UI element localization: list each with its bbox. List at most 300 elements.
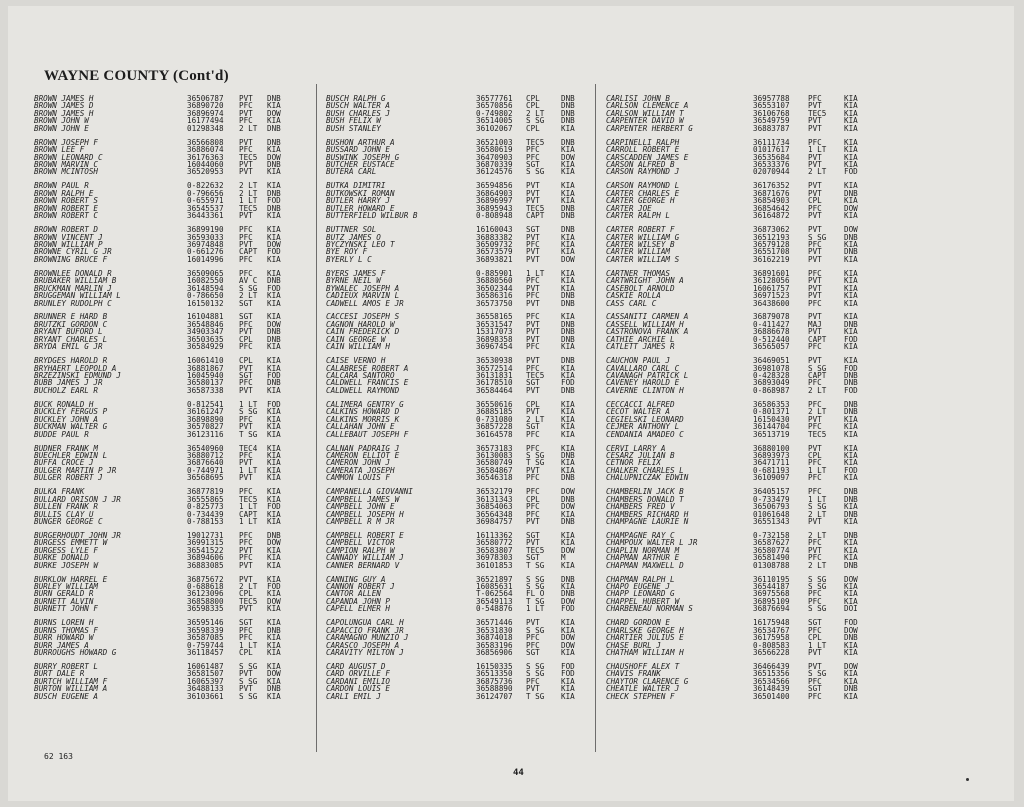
status: KIA bbox=[844, 516, 858, 526]
rank: PFC bbox=[526, 676, 540, 686]
rank: 2 LT bbox=[808, 385, 827, 395]
rank: CPL bbox=[526, 399, 540, 409]
name: CAIN FREDERICK D bbox=[326, 327, 400, 337]
serial-number: 36466439 bbox=[753, 661, 790, 671]
name: CARLSON CLEMENCE A bbox=[606, 101, 689, 111]
serial-number: 36124576 bbox=[476, 167, 513, 177]
name: CAUCHON PAUL J bbox=[606, 356, 671, 366]
serial-number: 36509065 bbox=[187, 268, 224, 278]
name: BURNS LOREN H bbox=[34, 618, 94, 628]
serial-number: 36549113 bbox=[476, 596, 513, 606]
rank: PFC bbox=[526, 152, 540, 162]
rank: 2 LT bbox=[526, 414, 545, 424]
serial-number: 0-868987 bbox=[753, 385, 790, 395]
rank: PVT bbox=[808, 356, 822, 366]
serial-number: 36991315 bbox=[187, 538, 224, 548]
rank: SGT bbox=[808, 618, 822, 628]
name: CADIEUX MARVIN L bbox=[326, 291, 400, 301]
name: CARSON RAYMOND J bbox=[606, 167, 680, 177]
serial-number: 36565057 bbox=[753, 342, 790, 352]
rank: PFC bbox=[808, 473, 822, 483]
rank: PVT bbox=[526, 385, 540, 395]
rank: T SG bbox=[239, 429, 258, 439]
status: KIA bbox=[267, 589, 281, 599]
name: CHALUPNICZAK EDWIN bbox=[606, 473, 689, 483]
status: DNB bbox=[844, 560, 858, 570]
serial-number: 36548846 bbox=[187, 319, 224, 329]
status: FOD bbox=[844, 334, 858, 344]
serial-number: 36131831 bbox=[476, 371, 513, 380]
status: KIA bbox=[844, 422, 858, 432]
serial-number: 36967454 bbox=[476, 342, 513, 352]
name: CERVI LARRY A bbox=[606, 443, 666, 453]
status: KIA bbox=[561, 458, 575, 468]
rank: S SG bbox=[526, 167, 545, 177]
status: KIA bbox=[561, 283, 575, 293]
name: BURT DALE R bbox=[34, 669, 85, 679]
status: DNB bbox=[267, 160, 281, 169]
serial-number: 36568695 bbox=[187, 473, 224, 483]
serial-number: 36128056 bbox=[753, 276, 790, 286]
rank: PVT bbox=[808, 123, 822, 133]
rank: TEC5 bbox=[526, 545, 545, 555]
name: CAVANAGH PATRICK L bbox=[606, 371, 689, 380]
name: CEJMER ANTHONY L bbox=[606, 422, 680, 432]
name: BROWN RALPH E bbox=[34, 188, 94, 198]
rank: S SG bbox=[808, 582, 827, 591]
name: BRYHAERT LEOPOLD A bbox=[34, 363, 117, 373]
status: KIA bbox=[267, 516, 281, 526]
rank: PFC bbox=[526, 363, 540, 373]
rank: S SG bbox=[526, 582, 545, 591]
name: CASS CARL C bbox=[606, 298, 657, 308]
name: CAPOLUNGUA CARL H bbox=[326, 618, 404, 628]
status: DOW bbox=[561, 254, 575, 264]
name: CARD AUGUST D bbox=[326, 661, 386, 671]
name: BROWN MCINTOSH bbox=[34, 167, 99, 177]
status: KIA bbox=[561, 465, 575, 475]
rank: PVT bbox=[239, 327, 253, 337]
status: DNB bbox=[561, 494, 575, 504]
status: DNB bbox=[561, 327, 575, 337]
status: DNB bbox=[561, 473, 575, 483]
serial-number: 36545537 bbox=[187, 203, 224, 213]
rank: PFC bbox=[526, 473, 540, 483]
rank: PVT bbox=[526, 407, 540, 417]
name: CALLEBAUT JOSEPH F bbox=[326, 429, 409, 439]
serial-number: 36894606 bbox=[187, 553, 224, 563]
serial-number: 36858800 bbox=[187, 596, 224, 606]
name: BURNETT ALVIN bbox=[34, 596, 94, 606]
name: BUSH FELIX W bbox=[326, 116, 381, 126]
name: BUTKOWSKI ROMAN bbox=[326, 188, 395, 198]
name: BULKA FRANK bbox=[34, 487, 85, 497]
name: BROWNING BRUCE F bbox=[34, 254, 108, 264]
name: CHAMBERS FRED V bbox=[606, 502, 675, 512]
status: KIA bbox=[844, 276, 858, 286]
rank: 1 LT bbox=[808, 465, 827, 475]
name: BROWN WILLIAM P bbox=[34, 239, 103, 249]
status: KIA bbox=[561, 160, 575, 169]
status: DOI bbox=[844, 604, 858, 614]
status: KIA bbox=[561, 123, 575, 133]
name: CALLAHAN JOHN E bbox=[326, 422, 395, 432]
status: KIA bbox=[844, 312, 858, 322]
serial-number: 36162219 bbox=[753, 254, 790, 264]
rank: CPL bbox=[526, 494, 540, 504]
name: BRYDGES HAROLD R bbox=[34, 356, 108, 366]
status: FOD bbox=[267, 582, 281, 591]
status: DNB bbox=[267, 137, 281, 147]
serial-number: 16085631 bbox=[476, 582, 513, 591]
status: KIA bbox=[561, 239, 575, 249]
status: KIA bbox=[844, 458, 858, 468]
rank: SGT bbox=[239, 298, 253, 308]
name: BUTLER HARRY J bbox=[326, 196, 391, 206]
status: KIA bbox=[267, 101, 281, 111]
rank: PVT bbox=[808, 661, 822, 671]
name: CARTNER THOMAS bbox=[606, 268, 671, 278]
name: CALKINS MORRIS K bbox=[326, 414, 400, 424]
rank: PFC bbox=[239, 145, 253, 155]
status: KIA bbox=[561, 276, 575, 286]
status: KIA bbox=[267, 167, 281, 177]
rank: PVT bbox=[526, 327, 540, 337]
rank: PVT bbox=[808, 276, 822, 286]
rank: PVT bbox=[808, 648, 822, 657]
serial-number: 36546318 bbox=[476, 473, 513, 483]
serial-number: 36974848 bbox=[187, 239, 224, 249]
status: DNB bbox=[267, 327, 281, 337]
rank: FL O bbox=[526, 589, 545, 599]
rank: 1 LT bbox=[808, 494, 827, 504]
name: CARPINELLI RALPH bbox=[606, 137, 680, 147]
status: KIA bbox=[561, 312, 575, 322]
serial-number: 36533376 bbox=[753, 160, 790, 169]
name: CHEATLE WALTER J bbox=[606, 684, 680, 694]
name: BROWN JOHN W bbox=[34, 116, 89, 126]
name: CHAMBERS RICHARD H bbox=[606, 509, 689, 519]
rank: PFC bbox=[808, 399, 822, 409]
name: BUTZ JAMES O bbox=[326, 232, 381, 242]
rank: PFC bbox=[239, 450, 253, 460]
name: CHAPMAN RALPH L bbox=[606, 574, 675, 584]
rank: S SG bbox=[239, 676, 258, 686]
status: FOD bbox=[561, 661, 575, 671]
rank: 1 LT bbox=[808, 640, 827, 650]
name: CAPACCIO FRANK JR bbox=[326, 625, 404, 635]
status: DNB bbox=[561, 385, 575, 395]
status: DOW bbox=[844, 574, 858, 584]
name: BRYDA EMIL G JR bbox=[34, 342, 103, 352]
name: BUTTNER SOL bbox=[326, 225, 377, 235]
serial-number: 36130083 bbox=[476, 450, 513, 460]
rank: 2 LT bbox=[239, 582, 258, 591]
name: BUSH CHARLES J bbox=[326, 108, 391, 118]
status: KIA bbox=[267, 676, 281, 686]
serial-number: 36584464 bbox=[476, 385, 513, 395]
rank: PFC bbox=[239, 225, 253, 235]
rank: 1 LT bbox=[239, 465, 258, 475]
name: CHARBENEAU NORMAN S bbox=[606, 604, 693, 614]
status: KIA bbox=[844, 145, 858, 155]
rank: CAPT bbox=[808, 334, 827, 344]
name: CHAPMAN ARTHUR E bbox=[606, 553, 680, 563]
rank: PFC bbox=[526, 487, 540, 497]
serial-number: 36593033 bbox=[187, 232, 224, 242]
name: CAMERATA JOSEPH bbox=[326, 465, 395, 475]
serial-number: 16104881 bbox=[187, 312, 224, 322]
name: BYE ROY F bbox=[326, 247, 368, 257]
serial-number: 36513719 bbox=[753, 429, 790, 439]
status: DOW bbox=[267, 669, 281, 679]
name: CALABRESE ROBERT A bbox=[326, 363, 409, 373]
serial-number: 36405157 bbox=[753, 487, 790, 497]
serial-number: 0-681193 bbox=[753, 465, 790, 475]
status: DOW bbox=[844, 225, 858, 235]
serial-number: 36883382 bbox=[476, 232, 513, 242]
rank: PFC bbox=[526, 276, 540, 286]
status: KIA bbox=[267, 648, 281, 657]
name: CHAMPAGNE RAY C bbox=[606, 530, 675, 540]
status: KIA bbox=[561, 691, 575, 701]
rank: PVT bbox=[526, 254, 540, 264]
name: CAMPBELL VICTOR bbox=[326, 538, 395, 548]
status: KIA bbox=[844, 123, 858, 133]
status: KIA bbox=[267, 458, 281, 468]
rank: 2 LT bbox=[808, 407, 827, 417]
status: DNB bbox=[561, 574, 575, 584]
rank: T SG bbox=[526, 596, 545, 606]
name: CAIN WILLIAM H bbox=[326, 342, 391, 352]
rank: PFC bbox=[526, 443, 540, 453]
name: CARTER WILLIAM bbox=[606, 247, 671, 257]
name: BROWNLEE DONALD R bbox=[34, 268, 112, 278]
name: BUTKA DIMITRI bbox=[326, 181, 386, 191]
rank: PVT bbox=[526, 465, 540, 475]
status: KIA bbox=[561, 414, 575, 424]
name: CARTER GEORGE H bbox=[606, 196, 675, 206]
status: DOW bbox=[561, 596, 575, 606]
name: CHAUSHOFF ALEX T bbox=[606, 661, 680, 671]
status: DOW bbox=[267, 538, 281, 548]
serial-number: 36583807 bbox=[476, 545, 513, 555]
status: KIA bbox=[267, 560, 281, 570]
serial-number: 16061410 bbox=[187, 356, 224, 366]
status: KIA bbox=[844, 545, 858, 555]
serial-number: 36854642 bbox=[753, 203, 790, 213]
serial-number: 36566228 bbox=[753, 648, 790, 657]
status: DNB bbox=[561, 589, 575, 599]
rank: 1 LT bbox=[526, 268, 545, 278]
serial-number: 36531547 bbox=[476, 319, 513, 329]
rank: S SG bbox=[239, 407, 258, 417]
name: BURKLOW HARREL E bbox=[34, 574, 108, 584]
name: CALCARA SANTORO bbox=[326, 371, 395, 380]
name: CAMERON ELLIOT E bbox=[326, 450, 400, 460]
name: BROWNE CYRIL G JR bbox=[34, 247, 112, 257]
rank: 1 LT bbox=[239, 516, 258, 526]
name: CALDWELL FRANCIS E bbox=[326, 378, 409, 388]
status: KIA bbox=[844, 502, 858, 512]
name: BUSHON ARTHUR A bbox=[326, 137, 395, 147]
serial-number: 36573750 bbox=[476, 298, 513, 308]
serial-number: 36549759 bbox=[753, 116, 790, 126]
rank: CPL bbox=[239, 334, 253, 344]
status: KIA bbox=[561, 232, 575, 242]
serial-number: 0-825773 bbox=[187, 502, 224, 512]
serial-number: 0-655971 bbox=[187, 196, 224, 206]
name: CAPANDA JOHN P bbox=[326, 596, 391, 606]
rank: PFC bbox=[808, 553, 822, 563]
rank: CAPT bbox=[526, 211, 545, 221]
name: CANNADY WILLIAM J bbox=[326, 553, 404, 563]
serial-number: 36587085 bbox=[187, 633, 224, 643]
rank: 2 LT bbox=[808, 530, 827, 540]
name: BRUBAKER WILLIAM B bbox=[34, 276, 117, 286]
rank: PFC bbox=[808, 691, 822, 701]
status: KIA bbox=[561, 684, 575, 694]
serial-number: 36584929 bbox=[187, 342, 224, 352]
status: KIA bbox=[267, 443, 281, 453]
serial-number: 36571446 bbox=[476, 618, 513, 628]
rank: PFC bbox=[239, 487, 253, 497]
name: BUTTERFIELD WILBUR B bbox=[326, 211, 418, 221]
status: KIA bbox=[844, 553, 858, 563]
status: KIA bbox=[267, 429, 281, 439]
rank: PFC bbox=[526, 239, 540, 249]
serial-number: 36854063 bbox=[476, 502, 513, 512]
rank: SGT bbox=[239, 312, 253, 322]
serial-number: 36438600 bbox=[753, 298, 790, 308]
serial-number: 36893821 bbox=[476, 254, 513, 264]
status: KIA bbox=[844, 356, 858, 366]
serial-number: 36550616 bbox=[476, 399, 513, 409]
status: KIA bbox=[844, 669, 858, 679]
serial-number: 36572514 bbox=[476, 363, 513, 373]
status: KIA bbox=[844, 648, 858, 657]
rank: PVT bbox=[808, 327, 822, 337]
serial-number: 36534767 bbox=[753, 625, 790, 635]
serial-number: 16177494 bbox=[187, 116, 224, 126]
rank: 2 LT bbox=[808, 560, 827, 570]
name: CARTWRIGHT JOHN A bbox=[606, 276, 684, 286]
serial-number: 36864903 bbox=[476, 188, 513, 198]
rank: PVT bbox=[239, 574, 253, 584]
status: FOD bbox=[561, 604, 575, 614]
serial-number: 36488133 bbox=[187, 684, 224, 694]
status: KIA bbox=[561, 443, 575, 453]
name: CARSON RAYMOND L bbox=[606, 181, 680, 191]
serial-number: 36587627 bbox=[753, 538, 790, 548]
rank: PVT bbox=[239, 473, 253, 483]
name: CATLETT JAMES R bbox=[606, 342, 675, 352]
name: BROWN LEONARD C bbox=[34, 152, 103, 162]
name: CACCESI JOSEPH S bbox=[326, 312, 400, 322]
document-page bbox=[8, 6, 1014, 801]
rank: PVT bbox=[239, 385, 253, 395]
rank: S SG bbox=[239, 283, 258, 293]
name: BURRY ROBERT L bbox=[34, 661, 99, 671]
name: BUTCHER EUSTACE bbox=[326, 160, 395, 169]
rank: PVT bbox=[239, 684, 253, 694]
serial-number: 0-885901 bbox=[476, 268, 513, 278]
serial-number: 01308788 bbox=[753, 560, 790, 570]
name: CAGNON HAROLD W bbox=[326, 319, 395, 329]
status: DNB bbox=[561, 225, 575, 235]
serial-number: 16150132 bbox=[187, 298, 224, 308]
rank: PVT bbox=[808, 116, 822, 126]
rank: TEC5 bbox=[526, 137, 545, 147]
status: KIA bbox=[844, 94, 858, 103]
serial-number: 36573183 bbox=[476, 443, 513, 453]
rank: TEC5 bbox=[808, 108, 827, 118]
status: KIA bbox=[267, 268, 281, 278]
serial-number: 36975568 bbox=[753, 589, 790, 599]
serial-number: 36530938 bbox=[476, 356, 513, 366]
rank: T SG bbox=[526, 458, 545, 468]
status: DNB bbox=[561, 516, 575, 526]
serial-number: 16044060 bbox=[187, 160, 224, 169]
serial-number: 36164872 bbox=[753, 211, 790, 221]
status: KIA bbox=[844, 152, 858, 162]
status: KIA bbox=[561, 342, 575, 352]
status: KIA bbox=[267, 487, 281, 497]
serial-number: 36118457 bbox=[187, 648, 224, 657]
serial-number: 36971523 bbox=[753, 291, 790, 301]
serial-number: 36513350 bbox=[476, 669, 513, 679]
serial-number: 36551343 bbox=[753, 516, 790, 526]
status: DNB bbox=[844, 188, 858, 198]
name: CAMPBELL JOSEPH H bbox=[326, 509, 404, 519]
rank: TEC5 bbox=[239, 596, 258, 606]
serial-number: 36551708 bbox=[753, 247, 790, 257]
rank: SGT bbox=[526, 225, 540, 235]
status: DNB bbox=[267, 378, 281, 388]
rank: PVT bbox=[808, 188, 822, 198]
name: BURKE DONALD bbox=[34, 553, 89, 563]
status: DNB bbox=[561, 108, 575, 118]
name: BUSSARD JOHN E bbox=[326, 145, 391, 155]
rank: TEC5 bbox=[526, 371, 545, 380]
page-title: WAYNE COUNTY (Cont'd) bbox=[44, 68, 229, 84]
serial-number: 36883085 bbox=[187, 560, 224, 570]
serial-number: 36580749 bbox=[476, 458, 513, 468]
name: CAMPANELLA GIOVANNI bbox=[326, 487, 413, 497]
rank: CPL bbox=[239, 356, 253, 366]
rank: SGT bbox=[526, 378, 540, 388]
serial-number: 36857228 bbox=[476, 422, 513, 432]
status: KIA bbox=[267, 211, 281, 221]
name: BROWN PAUL R bbox=[34, 181, 89, 191]
serial-number: 36570856 bbox=[476, 101, 513, 111]
status: DNB bbox=[561, 211, 575, 221]
name: BURR HOWARD W bbox=[34, 633, 94, 643]
serial-number: 36515356 bbox=[753, 669, 790, 679]
status: KIA bbox=[561, 167, 575, 177]
name: BROWN VINCENT J bbox=[34, 232, 103, 242]
name: BURGESS LYLE F bbox=[34, 545, 99, 555]
name: CECCACCI ALFRED bbox=[606, 399, 675, 409]
serial-number: 16113362 bbox=[476, 530, 513, 540]
rank: PFC bbox=[239, 268, 253, 278]
serial-number: 36886678 bbox=[753, 327, 790, 337]
page-number: 44 bbox=[513, 768, 524, 778]
name: CARTER WILSEY B bbox=[606, 239, 675, 249]
status: DNB bbox=[267, 530, 281, 540]
status: DNB bbox=[561, 101, 575, 111]
status: KIA bbox=[844, 291, 858, 301]
